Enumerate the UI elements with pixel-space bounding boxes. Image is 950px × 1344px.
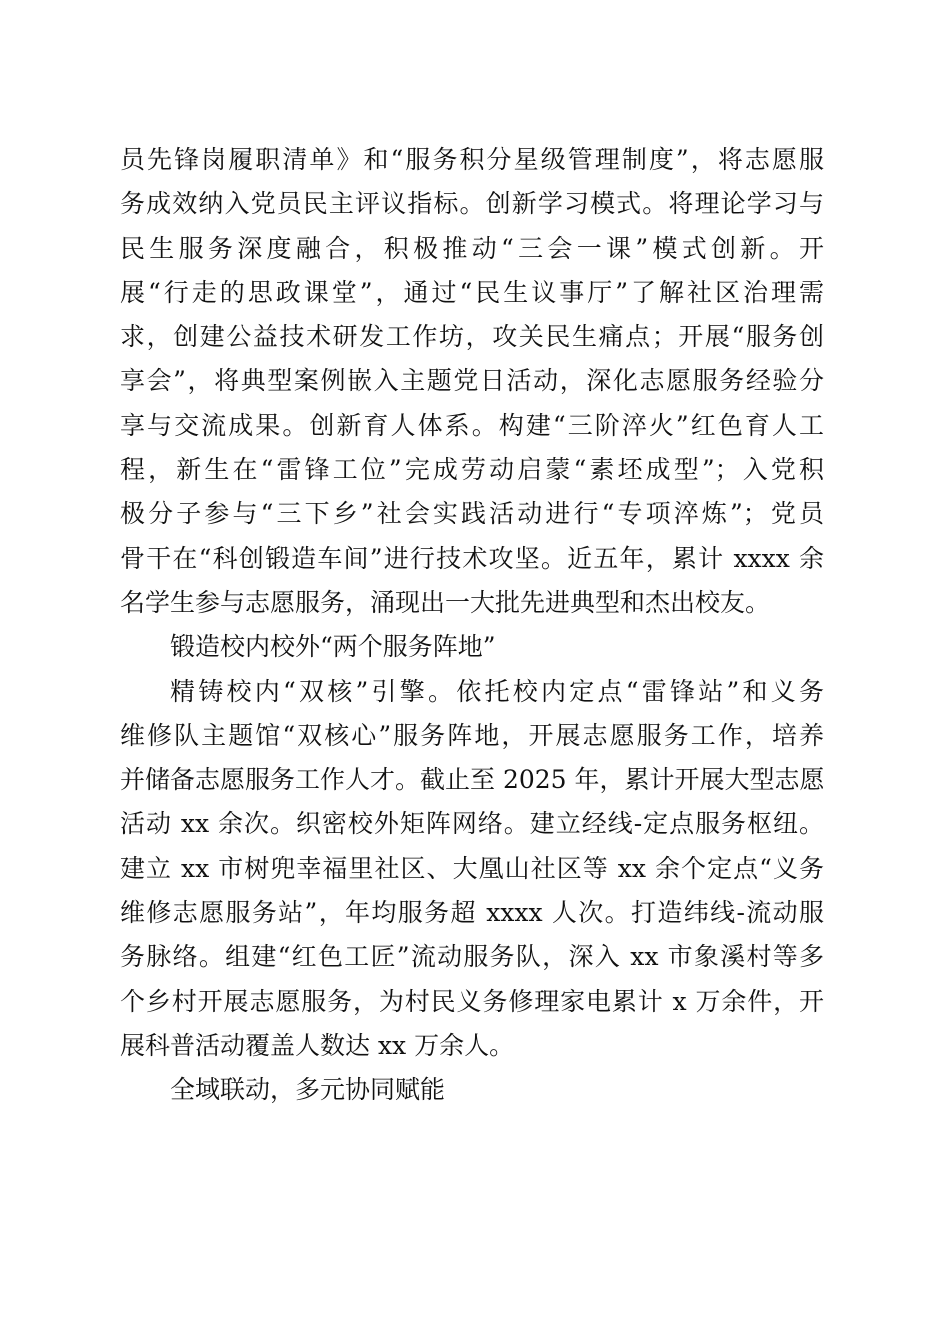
text-line: 程，新生在“雷锋工位”完成劳动启蒙“素坯成型”；入党积	[120, 455, 824, 485]
text-line: 建立 xx 市树兜幸福里社区、大凰山社区等 xx 余个定点“义务	[120, 853, 824, 883]
text-line: 务成效纳入党员民主评议指标。创新学习模式。将理论学习与	[120, 189, 824, 219]
section-heading: 全域联动，多元协同赋能	[170, 1075, 446, 1105]
text-line: 展“行走的思政课堂”，通过“民生议事厅”了解社区治理需	[120, 277, 824, 307]
text-line: 维修志愿服务站”，年均服务超 xxxx 人次。打造纬线-流动服	[120, 898, 824, 928]
section-heading: 锻造校内校外“两个服务阵地”	[170, 632, 496, 662]
paragraph-first-line: 精铸校内“双核”引擎。依托校内定点“雷锋站”和义务	[170, 676, 824, 706]
text-line: 并储备志愿服务工作人才。截止至 2025 年，累计开展大型志愿	[120, 765, 825, 795]
text-line: 活动 xx 余次。织密校外矩阵网络。建立经线-定点服务枢纽。	[120, 809, 824, 839]
text-line: 民生服务深度融合，积极推动“三会一课”模式创新。开	[120, 233, 824, 263]
text-line: 维修队主题馆“双核心”服务阵地，开展志愿服务工作，培养	[120, 720, 824, 750]
text-line: 展科普活动覆盖人数达 xx 万余人。	[120, 1030, 515, 1060]
text-line: 享会”，将典型案例嵌入主题党日活动，深化志愿服务经验分	[120, 366, 824, 396]
document-body	[120, 138, 824, 1113]
text-line: 员先锋岗履职清单》和“服务积分星级管理制度”，将志愿服	[120, 145, 824, 174]
text-line: 求，创建公益技术研发工作坊，攻关民生痛点；开展“服务创	[120, 322, 824, 352]
text-line: 极分子参与“三下乡”社会实践活动进行“专项淬炼”；党员	[120, 499, 824, 529]
text-line: 个乡村开展志愿服务，为村民义务修理家电累计 x 万余件，开	[120, 986, 824, 1016]
text-line: 骨干在“科创锻造车间”进行技术攻坚。近五年，累计 xxxx 余	[120, 543, 824, 573]
text-line: 务脉络。组建“红色工匠”流动服务队，深入 xx 市象溪村等多	[120, 942, 824, 972]
text-line: 名学生参与志愿服务，涌现出一大批先进典型和杰出校友。	[120, 587, 771, 617]
text-line: 享与交流成果。创新育人体系。构建“三阶淬火”红色育人工	[120, 410, 824, 440]
